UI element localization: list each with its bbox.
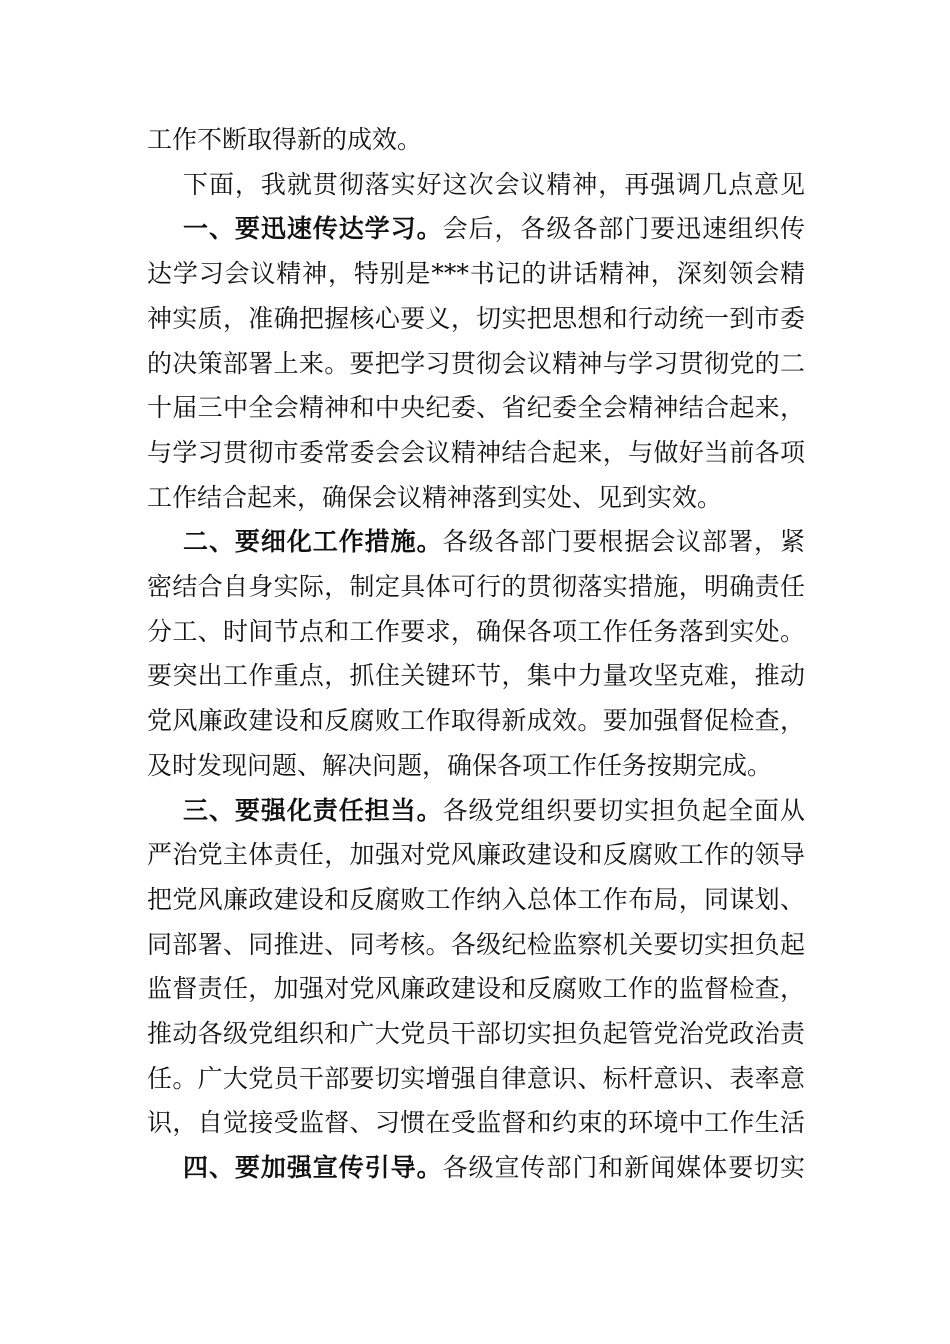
paragraph-text: 党风廉政建设和反腐败工作取得新成效。要加强督促检查，	[147, 706, 805, 736]
body-text-line	[147, 297, 805, 342]
paragraph-text: 下面，我就贯彻落实好这次会议精神，再强调几点意见	[183, 169, 805, 199]
paragraph-text: 及时发现问题、解决问题，确保各项工作任务按期完成。	[147, 750, 773, 780]
body-text-line	[147, 252, 805, 297]
paragraph-text: 的决策部署上来。要把学习贯彻会议精神与学习贯彻党的二	[147, 348, 805, 378]
paragraph-text: 分工、时间节点和工作要求，确保各项工作任务落到实处。	[147, 616, 805, 646]
body-text-line	[147, 967, 805, 1012]
paragraph-text: 神实质，准确把握核心要义，切实把思想和行动统一到市委	[147, 303, 805, 333]
body-text-line	[183, 163, 805, 208]
paragraph-text: 工作结合起来，确保会议精神落到实处、见到实效。	[147, 482, 723, 512]
paragraph-text: 任。广大党员干部要切实增强自律意识、标杆意识、表率意	[147, 1063, 805, 1093]
body-text-line	[147, 654, 805, 699]
section-heading: 四、要加强宣传引导。	[183, 1153, 443, 1183]
paragraph-text: 严治党主体责任，加强对党风廉政建设和反腐败工作的领导	[147, 840, 805, 870]
body-text-line	[147, 118, 805, 163]
paragraph-text: 监督责任，加强对党风廉政建设和反腐败工作的监督检查，	[147, 974, 805, 1004]
body-text-line	[147, 476, 805, 521]
paragraph-text: 会后，各级各部门要迅速组织传	[442, 214, 805, 244]
paragraph-text: 十届三中全会精神和中央纪委、省纪委全会精神结合起来，	[147, 393, 805, 423]
body-text-line	[147, 1057, 805, 1102]
section-heading: 二、要细化工作措施。	[183, 527, 443, 557]
body-text-line	[147, 699, 805, 744]
body-text-line	[147, 744, 805, 789]
body-text-line	[147, 610, 805, 655]
paragraph-text: 与学习贯彻市委常委会会议精神结合起来，与做好当前各项	[147, 437, 805, 467]
section-heading-line	[183, 207, 805, 252]
section-heading: 一、要迅速传达学习。	[183, 214, 443, 244]
paragraph-text: 推动各级党组织和广大党员干部切实担负起管党治党政治责	[147, 1019, 805, 1048]
section-heading: 三、要强化责任担当。	[183, 795, 443, 825]
body-text-line	[147, 1101, 805, 1146]
body-text-line	[147, 1012, 805, 1057]
paragraph-text: 密结合自身实际，制定具体可行的贯彻落实措施，明确责任	[147, 572, 805, 601]
paragraph-text: 要突出工作重点，抓住关键环节，集中力量攻坚克难，推动	[147, 661, 805, 691]
paragraph-text: 工作不断取得新的成效。	[147, 125, 423, 154]
paragraph-text: 把党风廉政建设和反腐败工作纳入总体工作布局，同谋划、	[147, 884, 805, 914]
body-text-line	[147, 565, 805, 610]
paragraph-text: 达学习会议精神，特别是***书记的讲话精神，深刻领会精	[147, 259, 805, 289]
section-heading-line	[183, 789, 805, 834]
body-text-line	[147, 386, 805, 431]
paragraph-text: 各级宣传部门和新闻媒体要切实	[442, 1153, 805, 1183]
paragraph-text: 各级各部门要根据会议部署，紧	[442, 527, 805, 557]
body-text-line	[147, 878, 805, 923]
paragraph-text: 同部署、同推进、同考核。各级纪检监察机关要切实担负起	[147, 929, 805, 959]
paragraph-text: 识，自觉接受监督、习惯在受监督和约束的环境中工作生活	[147, 1108, 805, 1138]
body-text-line	[147, 923, 805, 968]
body-text-line	[147, 342, 805, 387]
section-heading-line	[183, 520, 805, 565]
body-text-line	[147, 833, 805, 878]
body-text-line	[147, 431, 805, 476]
section-heading-line	[183, 1146, 805, 1191]
paragraph-text: 各级党组织要切实担负起全面从	[442, 795, 805, 825]
